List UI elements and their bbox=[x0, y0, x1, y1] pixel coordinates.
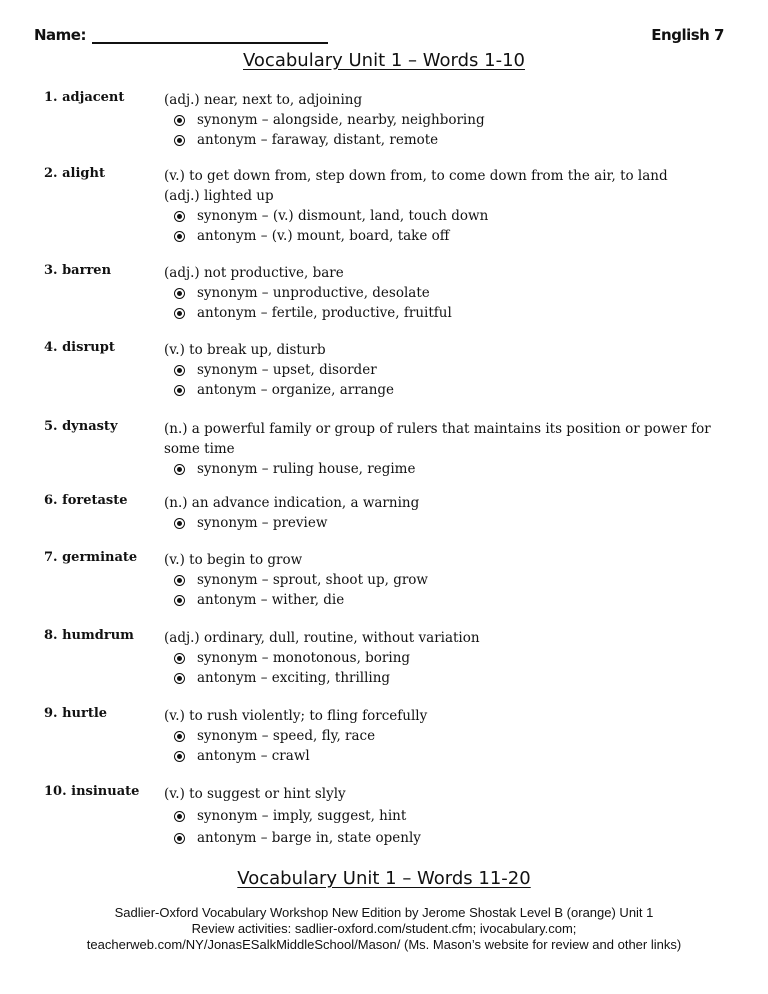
vocab-entry bbox=[44, 628, 724, 688]
vocab-term: 10. insinuate bbox=[44, 784, 140, 799]
bullet-text: antonym – faraway, distant, remote bbox=[197, 132, 439, 148]
circle-bullet-icon bbox=[174, 231, 185, 242]
definition-line: (adj.) lighted up bbox=[164, 188, 274, 204]
bullet-text: antonym – wither, die bbox=[197, 592, 345, 608]
footer-line-3: teacherweb.com/NY/JonasESalkMiddleSchool/Mason/ (Ms. Mason’s website for review and other links) bbox=[86, 937, 682, 952]
vocab-entry bbox=[44, 90, 724, 150]
definition-line: (v.) to rush violently; to fling forcefully bbox=[164, 708, 428, 724]
bullet-item bbox=[164, 380, 724, 400]
circle-bullet-icon bbox=[174, 308, 185, 319]
definition-line: (adj.) ordinary, dull, routine, without variation bbox=[164, 630, 480, 646]
vocab-term: 1. adjacent bbox=[44, 90, 125, 105]
vocab-term: 2. alight bbox=[44, 166, 105, 181]
vocab-term: 7. germinate bbox=[44, 550, 138, 565]
vocab-term: 8. humdrum bbox=[44, 628, 134, 643]
footer-line-1: Sadlier-Oxford Vocabulary Workshop New Edition by Jerome Shostak Level B (orange) Unit 1 bbox=[114, 905, 654, 920]
vocab-entry bbox=[44, 419, 724, 479]
vocab-definition bbox=[164, 263, 724, 323]
course-label: English 7 bbox=[651, 26, 724, 44]
definition-line: (n.) a powerful family or group of rulers that maintains its position or power for bbox=[164, 421, 711, 437]
circle-bullet-icon bbox=[174, 365, 185, 376]
footer-line-2: Review activities: sadlier-oxford.com/student.cfm; ivocabulary.com; bbox=[191, 921, 577, 936]
vocab-definition bbox=[164, 493, 724, 533]
vocab-term: 3. barren bbox=[44, 263, 112, 278]
vocab-entry bbox=[44, 784, 724, 848]
vocab-entry bbox=[44, 166, 724, 246]
bullet-item bbox=[164, 226, 724, 246]
vocab-term: 6. foretaste bbox=[44, 493, 128, 508]
vocab-term: 5. dynasty bbox=[44, 419, 118, 434]
vocab-definition bbox=[164, 90, 724, 150]
bullet-item bbox=[164, 110, 724, 130]
bullet-item bbox=[164, 283, 724, 303]
bullet-text: synonym – alongside, nearby, neighboring bbox=[197, 112, 485, 128]
bullet-item bbox=[164, 570, 724, 590]
name-blank-line bbox=[92, 42, 328, 44]
vocab-definition bbox=[164, 628, 724, 688]
section-2-title: Vocabulary Unit 1 – Words 11-20 bbox=[237, 868, 531, 889]
circle-bullet-icon bbox=[174, 833, 185, 844]
bullet-item bbox=[164, 590, 724, 610]
vocab-entry bbox=[44, 340, 724, 400]
bullet-text: synonym – (v.) dismount, land, touch down bbox=[197, 208, 489, 224]
circle-bullet-icon bbox=[174, 811, 185, 822]
definition-line: (v.) to break up, disturb bbox=[164, 342, 326, 358]
vocab-entry bbox=[44, 550, 724, 610]
circle-bullet-icon bbox=[174, 731, 185, 742]
circle-bullet-icon bbox=[174, 595, 185, 606]
vocab-entry bbox=[44, 706, 724, 766]
circle-bullet-icon bbox=[174, 135, 185, 146]
bullet-text: antonym – organize, arrange bbox=[197, 382, 395, 398]
bullet-item bbox=[164, 303, 724, 323]
bullet-text: antonym – barge in, state openly bbox=[197, 830, 421, 846]
bullet-item bbox=[164, 668, 724, 688]
bullet-text: synonym – monotonous, boring bbox=[197, 650, 411, 666]
circle-bullet-icon bbox=[174, 464, 185, 475]
vocab-definition bbox=[164, 784, 724, 848]
definition-line: (adj.) not productive, bare bbox=[164, 265, 344, 281]
bullet-item bbox=[164, 360, 724, 380]
bullet-text: antonym – (v.) mount, board, take off bbox=[197, 228, 450, 244]
bullet-text: synonym – speed, fly, race bbox=[197, 728, 376, 744]
bullet-text: antonym – fertile, productive, fruitful bbox=[197, 305, 452, 321]
bullet-item bbox=[164, 459, 724, 479]
circle-bullet-icon bbox=[174, 673, 185, 684]
bullet-text: antonym – crawl bbox=[197, 748, 310, 764]
bullet-text: synonym – preview bbox=[197, 515, 328, 531]
definition-line: (n.) an advance indication, a warning bbox=[164, 495, 420, 511]
bullet-item bbox=[164, 726, 724, 746]
bullet-item bbox=[164, 206, 724, 226]
vocab-definition bbox=[164, 340, 724, 400]
vocab-definition bbox=[164, 550, 724, 610]
bullet-item bbox=[164, 746, 724, 766]
circle-bullet-icon bbox=[174, 211, 185, 222]
definition-line: (v.) to suggest or hint slyly bbox=[164, 786, 346, 802]
bullet-text: synonym – ruling house, regime bbox=[197, 461, 416, 477]
circle-bullet-icon bbox=[174, 385, 185, 396]
bullet-item bbox=[164, 513, 724, 533]
bullet-item bbox=[164, 806, 724, 826]
circle-bullet-icon bbox=[174, 518, 185, 529]
vocab-term: 4. disrupt bbox=[44, 340, 115, 355]
vocab-entry bbox=[44, 263, 724, 323]
vocab-definition bbox=[164, 419, 724, 479]
vocab-definition bbox=[164, 166, 724, 246]
bullet-text: synonym – sprout, shoot up, grow bbox=[197, 572, 428, 588]
vocab-definition bbox=[164, 706, 724, 766]
circle-bullet-icon bbox=[174, 288, 185, 299]
bullet-text: antonym – exciting, thrilling bbox=[197, 670, 391, 686]
vocab-term: 9. hurtle bbox=[44, 706, 108, 721]
name-label: Name: bbox=[34, 26, 86, 44]
definition-line: some time bbox=[164, 441, 235, 457]
bullet-item bbox=[164, 828, 724, 848]
circle-bullet-icon bbox=[174, 575, 185, 586]
vocab-entry bbox=[44, 493, 724, 533]
circle-bullet-icon bbox=[174, 751, 185, 762]
definition-line: (adj.) near, next to, adjoining bbox=[164, 92, 363, 108]
bullet-text: synonym – upset, disorder bbox=[197, 362, 377, 378]
page-title: Vocabulary Unit 1 – Words 1-10 bbox=[243, 50, 525, 71]
definition-line: (v.) to begin to grow bbox=[164, 552, 303, 568]
definition-line: (v.) to get down from, step down from, to come down from the air, to land bbox=[164, 168, 668, 184]
bullet-text: synonym – imply, suggest, hint bbox=[197, 808, 407, 824]
bullet-item bbox=[164, 648, 724, 668]
bullet-item bbox=[164, 130, 724, 150]
circle-bullet-icon bbox=[174, 653, 185, 664]
bullet-text: synonym – unproductive, desolate bbox=[197, 285, 430, 301]
circle-bullet-icon bbox=[174, 115, 185, 126]
